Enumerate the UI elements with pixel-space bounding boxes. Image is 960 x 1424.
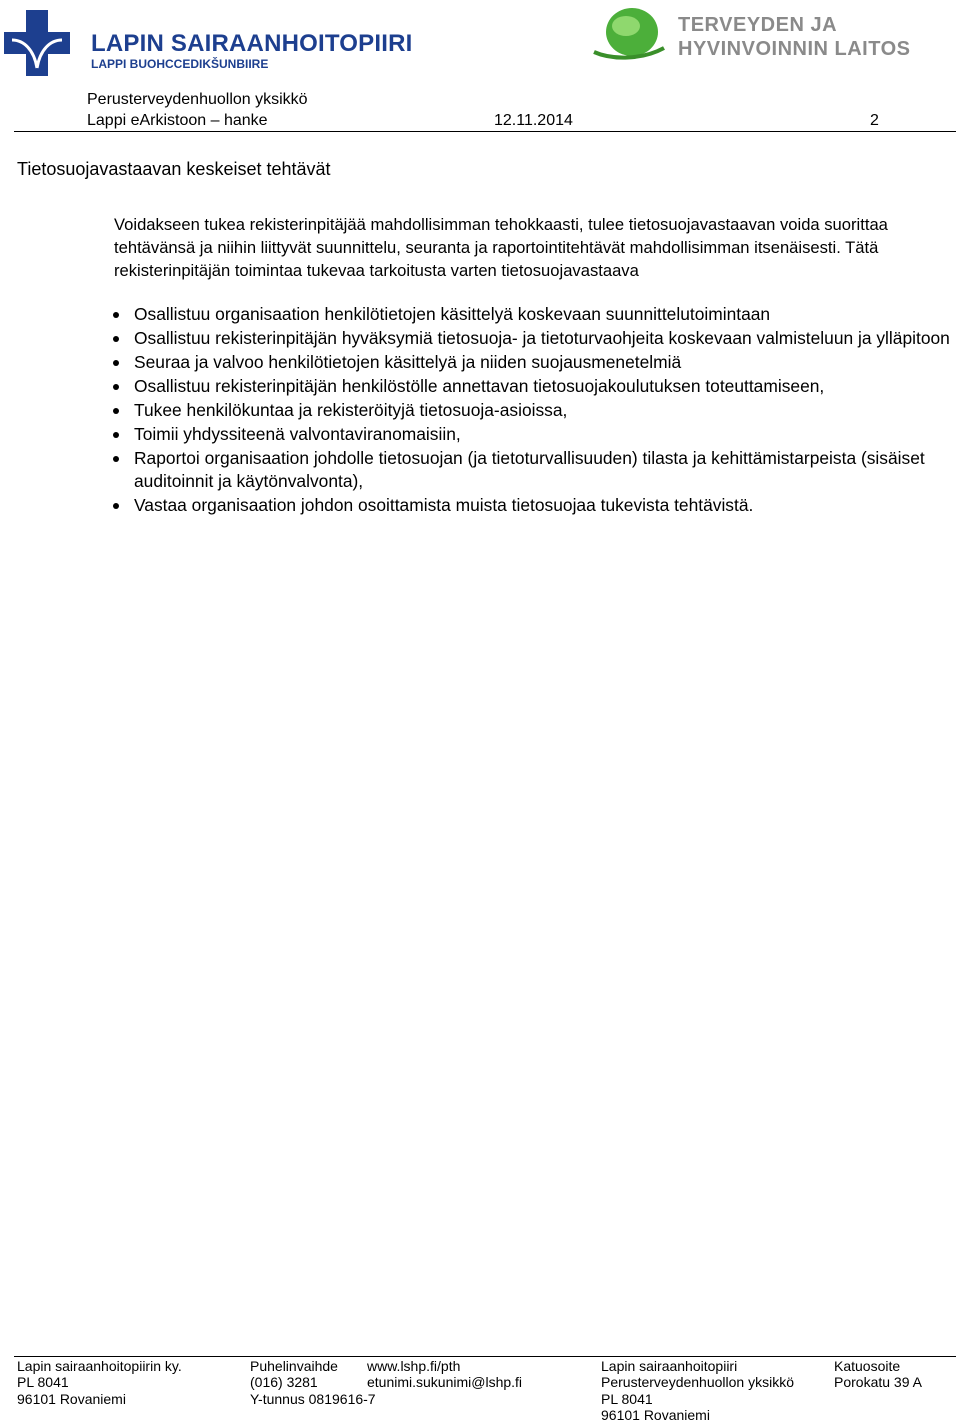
header-page-number: 2 bbox=[870, 112, 879, 129]
footer-col-postal: Lapin sairaanhoitopiiri Perusterveydenhuollon yksikkö PL 8041 96101 Rovaniemi bbox=[601, 1358, 794, 1423]
list-item: Vastaa organisaation johdon osoittamista muista tietosuojaa tukevista tehtävistä. bbox=[0, 494, 960, 517]
thl-logo bbox=[592, 4, 932, 68]
header-date: 12.11.2014 bbox=[494, 112, 573, 129]
duties-list bbox=[0, 303, 960, 518]
header-unit: Perusterveydenhuollon yksikkö bbox=[87, 91, 308, 108]
bullet-icon bbox=[113, 408, 119, 414]
section-title: Tietosuojavastaavan keskeiset tehtävät bbox=[17, 159, 331, 179]
cross-logo-icon bbox=[4, 10, 70, 76]
logo-left-title: LAPIN SAIRAANHOITOPIIRI bbox=[91, 30, 413, 57]
bullet-icon bbox=[113, 336, 119, 342]
footer-col-organization: Lapin sairaanhoitopiirin ky. PL 8041 96101 Rovaniemi bbox=[17, 1358, 182, 1407]
lapin-sairaanhoitopiiri-logo bbox=[4, 8, 413, 76]
footer-email-link[interactable]: etunimi.sukunimi@lshp.fi bbox=[367, 1374, 523, 1391]
bullet-icon bbox=[113, 432, 119, 438]
list-item: Osallistuu rekisterinpitäjän hyväksymiä tietosuoja- ja tietoturvaohjeita koskevaan valmisteluun ja ylläpitoon bbox=[0, 327, 960, 350]
list-item: Tukee henkilökuntaa ja rekisteröityjä tietosuoja-asioissa, bbox=[0, 399, 960, 422]
footer-col-web bbox=[367, 1358, 522, 1391]
logo-right-line2: HYVINVOINNIN LAITOS bbox=[678, 38, 911, 60]
list-item: Seuraa ja valvoo henkilötietojen käsittelyä ja niiden suojausmenetelmiä bbox=[0, 351, 960, 374]
footer-divider bbox=[14, 1356, 956, 1357]
footer-col-phone: Puhelinvaihde (016) 3281 Y-tunnus 0819616-7 bbox=[250, 1358, 376, 1407]
footer-website-link[interactable]: www.lshp.fi/pth bbox=[367, 1358, 461, 1374]
bullet-icon bbox=[113, 312, 119, 318]
intro-paragraph: Voidakseen tukea rekisterinpitäjää mahdollisimman tehokkaasti, tulee tietosuojavastaavan voida suorittaa tehtävänsä ja niihin liittyvät suunnittelu, seuranta ja raportointitehtävät mahdollisimman itsenäisesti. Tätä rekisterinpitäjän toimintaa tukevaa tarkoitusta varten tietosuojavastaava bbox=[114, 215, 888, 280]
header-divider bbox=[14, 131, 956, 132]
logo-right-line1: TERVEYDEN JA bbox=[678, 14, 838, 36]
list-item: Raportoi organisaation johdolle tietosuojan (ja tietoturvallisuuden) tilasta ja kehittämistarpeista (sisäiset auditoinnit ja käytönvalvonta), bbox=[0, 447, 960, 493]
list-item: Osallistuu organisaation henkilötietojen käsittelyä koskevaan suunnittelutoimintaan bbox=[0, 303, 960, 326]
bullet-icon bbox=[113, 456, 119, 462]
header-project: Lappi eArkistoon – hanke bbox=[87, 112, 268, 129]
list-item: Toimii yhdyssiteenä valvontaviranomaisiin, bbox=[0, 423, 960, 446]
bullet-icon bbox=[113, 503, 119, 509]
list-item: Osallistuu rekisterinpitäjän henkilöstölle annettavan tietosuojakoulutuksen toteuttamiseen, bbox=[0, 375, 960, 398]
logo-left-subtitle: LAPPI BUOHCCEDIKŠUNBIIRE bbox=[91, 57, 269, 71]
footer-col-street: Katuosoite Porokatu 39 A bbox=[834, 1358, 922, 1391]
bullet-icon bbox=[113, 384, 119, 390]
bullet-icon bbox=[113, 360, 119, 366]
sphere-logo-icon bbox=[592, 4, 666, 64]
